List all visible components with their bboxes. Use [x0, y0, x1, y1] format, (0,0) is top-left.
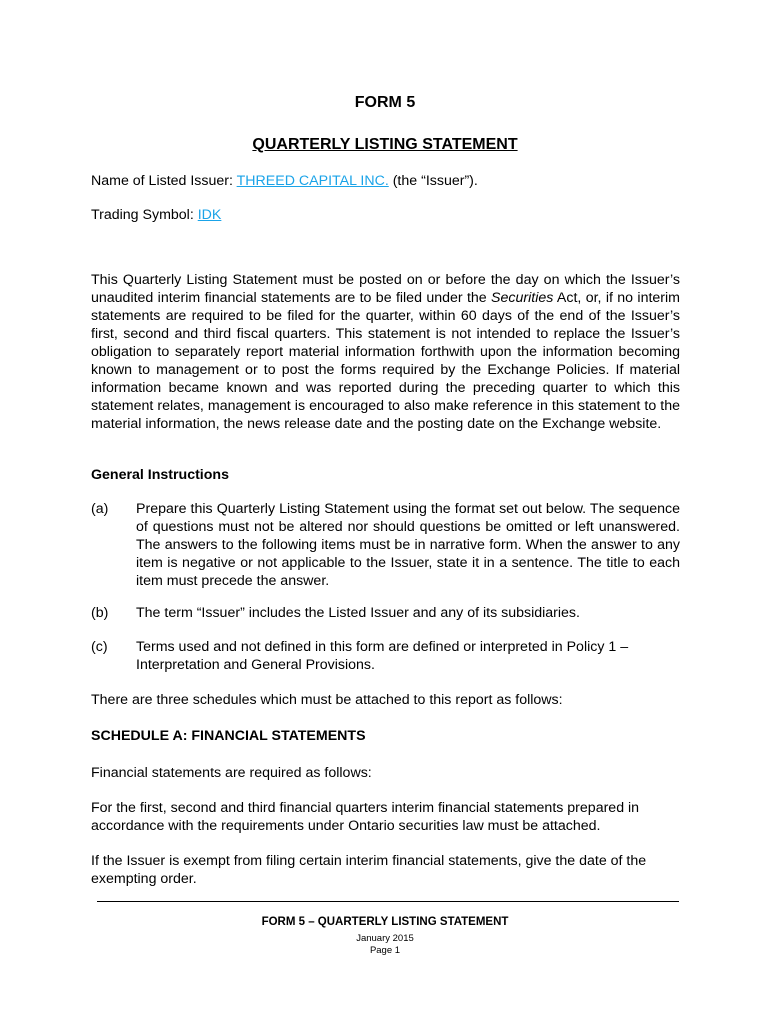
instruction-a-mark: (a)	[91, 501, 109, 517]
intro-text-part2: Act, or, if no interim statements are required to be filed for the quarter, within 60 days of the end of the Issuer’s first, second and third fiscal quarters. This statement is not intended to replace the Issuer’s obligation to separately report material information forthwith upon the information becoming known to management or to post the forms required by the Exchange Policies. If material information became known and was reported during the preceding quarter to which this statement relates, management is encouraged to also make reference in this statement to the material information, the news release date and the posting date on the Exchange website.	[91, 290, 680, 432]
footer-date: January 2015	[356, 933, 414, 944]
statement-title: QUARTERLY LISTING STATEMENT	[252, 136, 518, 153]
footer-title: FORM 5 – QUARTERLY LISTING STATEMENT	[261, 916, 509, 928]
intro-text-part1: This Quarterly Listing Statement must be posted on or before the day on which the Issuer’s unaudited interim financial statements are to be filed under the	[91, 272, 680, 306]
schedule-a-para-2: For the first, second and third financial quarters interim financial statements prepared in accordance with the requirements under Ontario securities law must be attached.	[91, 800, 640, 834]
instruction-b-text: The term “Issuer” includes the Listed Issuer and any of its subsidiaries.	[136, 605, 580, 621]
form-title: FORM 5	[354, 94, 416, 111]
schedule-a-para-3: If the Issuer is exempt from filing certain interim financial statements, give the date of the exempting order.	[91, 853, 647, 887]
instruction-c-text: Terms used and not defined in this form are defined or interpreted in Policy 1 – Interpretation and General Provisions.	[136, 639, 629, 673]
instruction-b-mark: (b)	[91, 605, 109, 621]
trading-symbol-value[interactable]: IDK	[197, 207, 222, 223]
issuer-name-suffix: (the “Issuer”).	[388, 173, 478, 189]
issuer-name-label: Name of Listed Issuer:	[91, 173, 237, 189]
intro-text-italic: Securities	[491, 290, 554, 306]
trading-symbol-label: Trading Symbol:	[91, 207, 198, 223]
schedule-a-para-1: Financial statements are required as follows:	[91, 765, 372, 781]
footer-page-number: Page 1	[369, 945, 401, 956]
general-instructions-heading: General Instructions	[91, 467, 229, 483]
schedule-a-heading: SCHEDULE A: FINANCIAL STATEMENTS	[91, 728, 366, 744]
schedules-intro: There are three schedules which must be attached to this report as follows:	[91, 692, 563, 708]
trading-symbol-line	[91, 206, 691, 224]
instruction-a-text: Prepare this Quarterly Listing Statement using the format set out below. The sequence of questions must not be altered nor should questions be omitted or left unanswered. The answers to the following items must be in narrative form. When the answer to any item is negative or not applicable to the Issuer, state it in a sentence. The title to each item must precede the answer.	[136, 501, 680, 589]
instruction-c-mark: (c)	[91, 639, 108, 655]
issuer-name-value[interactable]: THREED CAPITAL INC.	[236, 173, 389, 189]
footer-divider	[97, 901, 679, 902]
intro-paragraph	[91, 271, 680, 433]
issuer-name-line	[91, 172, 691, 190]
